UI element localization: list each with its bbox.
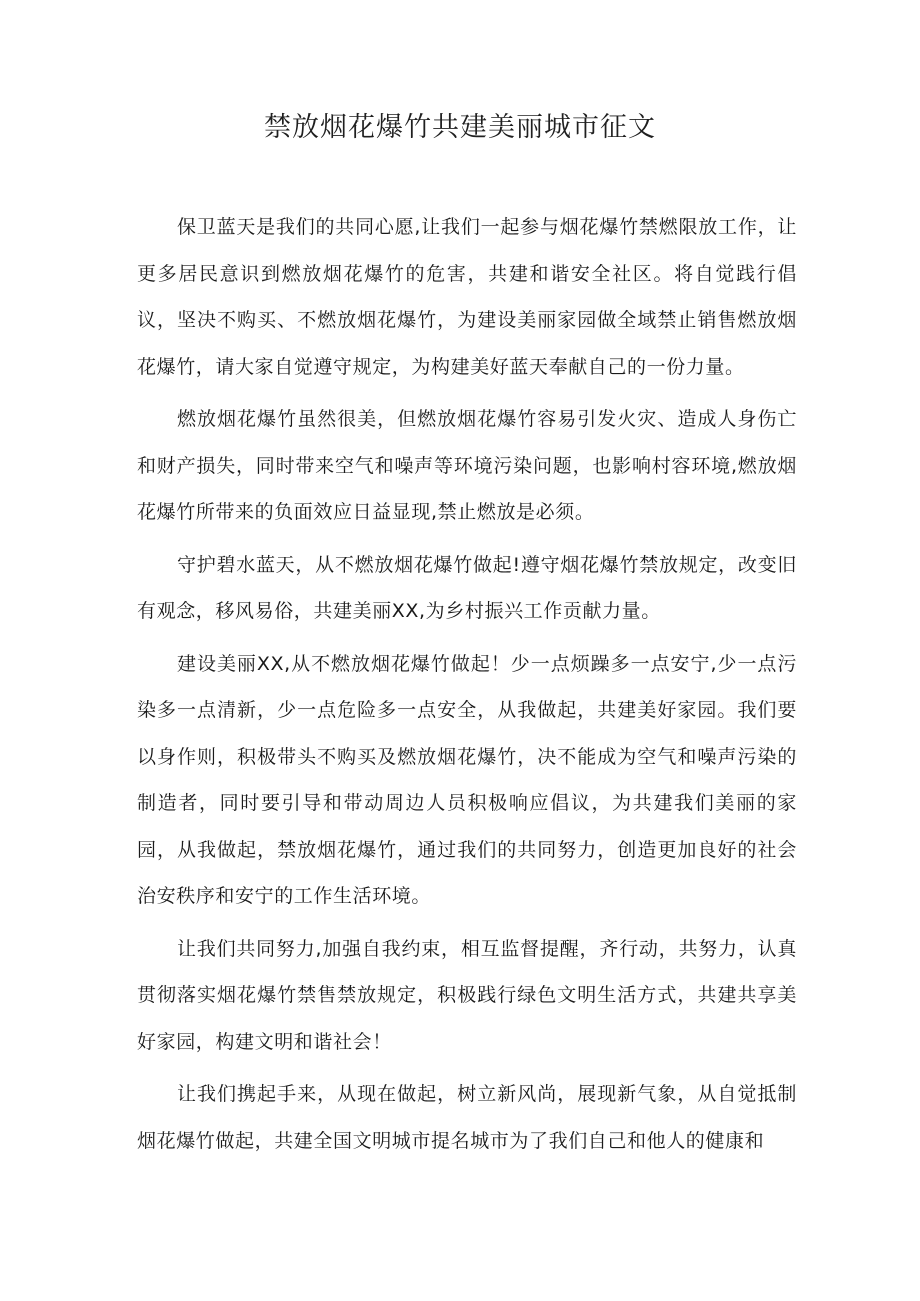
paragraph-5: 让我们共同努力,加强自我约束，相互监督提醒，齐行动，共努力，认真贯彻落实烟花爆竹禁售禁放规定，积极践行绿色文明生活方式，共建共享美好家园，构建文明和谐社会！ <box>137 937 797 1053</box>
paragraph-3: 守护碧水蓝天，从不燃放烟花爆竹做起!遵守烟花爆竹禁放规定，改变旧有观念，移风易俗，共建美丽XX,为乡村振兴工作贡献力量。 <box>137 553 797 622</box>
paragraph-6: 让我们携起手来，从现在做起，树立新风尚，展现新气象，从自觉抵制烟花爆竹做起，共建全国文明城市提名城市为了我们自己和他人的健康和 <box>137 1083 797 1152</box>
document-title: 禁放烟花爆竹共建美丽城市征文 <box>264 112 656 143</box>
paragraph-4: 建设美丽XX,从不燃放烟花爆竹做起！少一点烦躁多一点安宁,少一点污染多一点清新，少一点危险多一点安全，从我做起，共建美好家园。我们要以身作则，积极带头不购买及燃放烟花爆竹，决不能成为空气和噪声污染的制造者，同时要引导和带动周边人员积极响应倡议，为共建我们美丽的家园，从我做起，禁放烟花爆竹，通过我们的共同努力，创造更加良好的社会治安秩序和安宁的工作生活环境。 <box>137 652 797 907</box>
paragraph-2: 燃放烟花爆竹虽然很美，但燃放烟花爆竹容易引发火灾、造成人身伤亡和财产损失，同时带来空气和噪声等环境污染问题，也影响村容环境,燃放烟花爆竹所带来的负面效应日益显现,禁止燃放是必须。 <box>137 408 797 523</box>
document-body <box>137 204 797 1170</box>
paragraph-1: 保卫蓝天是我们的共同心愿,让我们一起参与烟花爆竹禁燃限放工作，让更多居民意识到燃放烟花爆竹的危害，共建和谐安全社区。将自觉践行倡议，坚决不购买、不燃放烟花爆竹，为建设美丽家园做全域禁止销售燃放烟花爆竹，请大家自觉遵守规定，为构建美好蓝天奉献自己的一份力量。 <box>137 216 797 378</box>
